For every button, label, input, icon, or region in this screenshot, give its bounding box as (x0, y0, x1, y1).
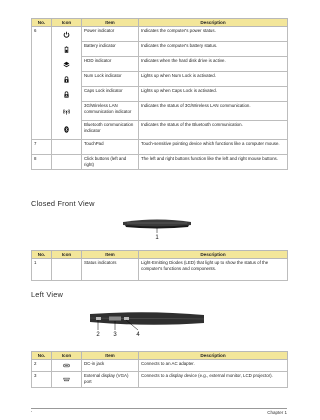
header-no: No. (32, 251, 52, 259)
row-number (32, 42, 52, 57)
bluetooth-icon (52, 121, 82, 140)
row-item: Power indicator (82, 27, 139, 42)
header-item: Item (82, 19, 139, 27)
power-icon (52, 27, 82, 42)
row-item: TouchPad (82, 140, 139, 155)
row-description: Indicates the status of the Bluetooth communication. (139, 121, 288, 140)
row-description: Connects to a display device (e.g., external monitor, LCD projector). (139, 372, 288, 388)
table-row (32, 360, 288, 372)
table-header-row (32, 352, 288, 360)
row-item: 3G/Wireless LAN communication indicator (82, 102, 139, 121)
row-number (32, 87, 52, 102)
laptop-front-illustration (121, 216, 193, 240)
table-row (32, 155, 288, 170)
table-row (32, 57, 288, 72)
row-description: Indicates the computer's power status. (139, 27, 288, 42)
row-description: Indicates when the hard disk drive is active. (139, 57, 288, 72)
row-item: Battery indicator (82, 42, 139, 57)
header-icon: Icon (52, 19, 82, 27)
callout-1: 1 (155, 235, 159, 240)
header-icon: Icon (52, 251, 82, 259)
table-row (32, 102, 288, 121)
header-item: Item (82, 251, 139, 259)
callout-3: 3 (113, 332, 117, 338)
footer-chapter: Chapter 1 (267, 410, 287, 415)
table-row (32, 87, 288, 102)
row-number: 3 (32, 372, 52, 388)
row-number: 2 (32, 360, 52, 372)
closed-front-table (31, 250, 288, 281)
section-heading-closed-front: Closed Front View (31, 199, 95, 208)
table-header-row (32, 19, 288, 27)
row-item: Num Lock indicator (82, 72, 139, 87)
row-description: Connects to an AC adapter. (139, 360, 288, 372)
footer-page-mark: ’ (31, 410, 32, 415)
row-icon-empty (52, 259, 82, 281)
table-row (32, 140, 288, 155)
hdd-icon (52, 57, 82, 72)
row-number: 8 (32, 155, 52, 170)
table-row (32, 42, 288, 57)
row-item: External display (VGA) port (82, 372, 139, 388)
num-lock-icon (52, 72, 82, 87)
table-row (32, 259, 288, 281)
row-item: Click buttons (left and right) (82, 155, 139, 170)
row-icon-empty (52, 155, 82, 170)
table-row (32, 121, 288, 140)
left-view-table (31, 351, 288, 388)
footer-divider (31, 408, 287, 409)
row-description: Lights up when Num Lock is activated. (139, 72, 288, 87)
dc-in-icon (52, 360, 82, 372)
row-item: Caps Lock indicator (82, 87, 139, 102)
row-number: 6 (32, 27, 52, 42)
section-heading-left-view: Left View (31, 290, 64, 299)
row-description: Light-Emitting Diodes (LED) that light up to show the status of the computer's functions and components. (139, 259, 288, 281)
battery-icon (52, 42, 82, 57)
row-number (32, 121, 52, 140)
row-item: HDD indicator (82, 57, 139, 72)
row-number (32, 72, 52, 87)
table-row (32, 27, 288, 42)
header-icon: Icon (52, 352, 82, 360)
header-description: Description (139, 19, 288, 27)
row-description: The left and right buttons function like the left and right mouse buttons. (139, 155, 288, 170)
row-item: Bluetooth communication indicator (82, 121, 139, 140)
row-description: Touch-sensitive pointing device which functions like a computer mouse. (139, 140, 288, 155)
row-number: 7 (32, 140, 52, 155)
laptop-left-illustration (88, 306, 206, 338)
vga-port-icon (52, 372, 82, 388)
indicators-table (31, 18, 288, 170)
row-number (32, 102, 52, 121)
row-item: Status indicators (82, 259, 139, 281)
header-description: Description (139, 352, 288, 360)
table-row (32, 72, 288, 87)
caps-lock-icon (52, 87, 82, 102)
row-description: Lights up when Caps Lock is activated. (139, 87, 288, 102)
row-description: Indicates the status of 3G/Wireless LAN communication. (139, 102, 288, 121)
header-no: No. (32, 19, 52, 27)
callout-4: 4 (136, 332, 140, 338)
header-description: Description (139, 251, 288, 259)
callout-2: 2 (96, 332, 100, 338)
row-number: 1 (32, 259, 52, 281)
table-row (32, 372, 288, 388)
row-icon-empty (52, 140, 82, 155)
row-description: Indicates the computer's battery status. (139, 42, 288, 57)
header-item: Item (82, 352, 139, 360)
row-number (32, 57, 52, 72)
row-item: DC-in jack (82, 360, 139, 372)
wireless-icon (52, 102, 82, 121)
table-header-row (32, 251, 288, 259)
header-no: No. (32, 352, 52, 360)
